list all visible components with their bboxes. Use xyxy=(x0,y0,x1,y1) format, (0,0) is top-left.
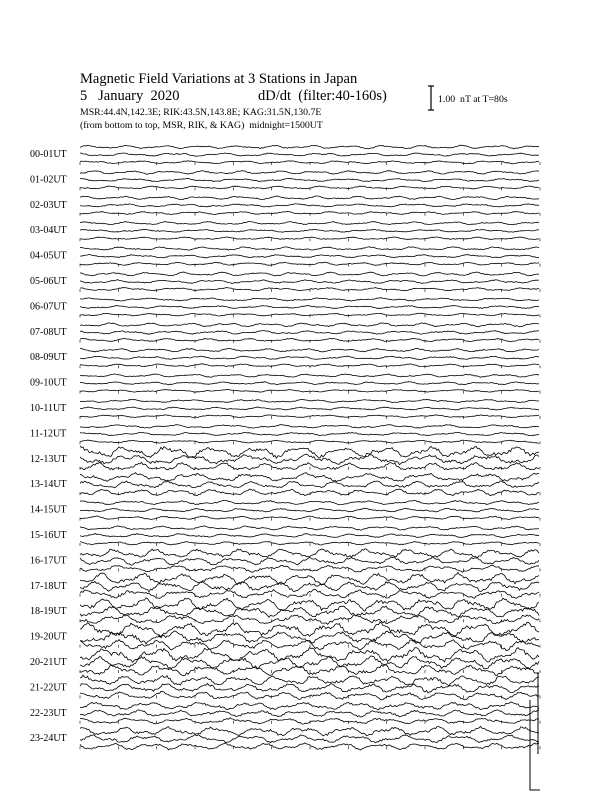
trace-rik xyxy=(80,454,539,465)
trace-rik xyxy=(80,382,539,385)
trace-rik xyxy=(80,356,539,359)
trace-msr xyxy=(80,565,539,572)
trace-rik xyxy=(80,481,539,488)
row-16-17ut xyxy=(30,549,540,573)
trace-msr xyxy=(80,718,539,724)
row-17-18ut xyxy=(30,573,540,599)
row-label: 22-23UT xyxy=(30,707,67,719)
row-03-04ut xyxy=(30,222,540,242)
row-21-22ut xyxy=(30,675,540,700)
row-label: 06-07UT xyxy=(30,301,67,313)
trace-rik xyxy=(80,557,539,565)
trace-kag xyxy=(80,425,539,429)
trace-rik xyxy=(80,683,539,692)
trace-msr xyxy=(80,440,539,443)
trace-msr xyxy=(80,589,539,598)
row-label: 14-15UT xyxy=(30,504,67,516)
trace-rik xyxy=(80,433,539,436)
row-label: 00-01UT xyxy=(30,149,67,160)
row-18-19ut xyxy=(30,598,540,624)
trace-msr xyxy=(80,211,539,214)
trace-rik xyxy=(80,178,539,181)
row-10-11ut xyxy=(30,399,540,419)
trace-msr xyxy=(80,615,539,624)
trace-kag xyxy=(80,675,539,686)
trace-rik xyxy=(80,204,539,207)
trace-kag xyxy=(80,323,539,327)
row-label: 12-13UT xyxy=(30,453,67,465)
row-label: 02-03UT xyxy=(30,199,67,211)
trace-msr xyxy=(80,743,539,750)
trace-msr xyxy=(80,262,539,265)
trace-kag xyxy=(80,145,539,149)
scale-bar-label: 1.00 nT at T=80s xyxy=(438,94,508,105)
chart-date: 5 January 2020 xyxy=(80,88,180,104)
row-09-10ut xyxy=(30,374,540,394)
trace-kag xyxy=(80,726,539,735)
stacking-order-note: (from bottom to top, MSR, RIK, & KAG) midnight=1500UT xyxy=(80,120,323,131)
row-19-20ut xyxy=(30,622,540,650)
trace-msr xyxy=(80,691,539,700)
row-01-02ut xyxy=(30,171,540,191)
row-06-07ut xyxy=(30,298,540,318)
trace-kag xyxy=(80,196,539,200)
trace-rik xyxy=(80,606,539,617)
trace-kag xyxy=(80,526,539,530)
row-label: 01-02UT xyxy=(30,174,67,186)
row-08-09ut xyxy=(30,348,540,368)
row-label: 13-14UT xyxy=(30,479,67,491)
trace-msr xyxy=(80,364,539,367)
trace-kag xyxy=(80,648,539,663)
row-label: 04-05UT xyxy=(30,250,67,262)
trace-rik xyxy=(80,407,539,410)
row-00-01ut xyxy=(30,145,540,165)
row-13-14ut xyxy=(30,473,540,496)
row-02-03ut xyxy=(30,196,540,216)
trace-rik xyxy=(80,735,539,743)
row-label: 23-24UT xyxy=(30,733,67,745)
row-label: 10-11UT xyxy=(30,403,67,414)
trace-kag xyxy=(80,399,539,402)
trace-rik xyxy=(80,153,539,156)
row-label: 18-19UT xyxy=(30,606,67,618)
trace-rik xyxy=(80,306,539,309)
row-15-16ut xyxy=(30,526,540,546)
row-label: 20-21UT xyxy=(30,657,67,668)
measure-label: dD/dt (filter:40-160s) xyxy=(258,88,387,104)
trace-kag xyxy=(80,500,539,504)
row-22-23ut xyxy=(30,702,540,724)
trace-rik xyxy=(80,710,539,717)
trace-msr xyxy=(80,389,539,392)
row-label: 07-08UT xyxy=(30,326,67,338)
trace-msr xyxy=(80,237,539,239)
trace-msr xyxy=(80,313,539,316)
station-coordinates: MSR:44.4N,142.3E; RIK:43.5N,143.8E; KAG:31.5N,130.7E xyxy=(80,107,322,118)
trace-msr xyxy=(80,338,539,341)
trace-kag xyxy=(80,247,539,250)
trace-rik xyxy=(80,280,539,284)
trace-msr xyxy=(80,516,539,520)
trace-rik xyxy=(80,534,539,538)
row-label: 16-17UT xyxy=(30,555,67,567)
row-11-12ut xyxy=(30,425,540,445)
trace-kag xyxy=(80,171,539,175)
row-label: 11-12UT xyxy=(30,428,67,440)
trace-msr xyxy=(80,462,539,469)
trace-rik xyxy=(80,331,539,335)
row-14-15ut xyxy=(30,500,540,520)
trace-kag xyxy=(80,374,539,377)
trace-kag xyxy=(80,549,539,558)
row-04-05ut xyxy=(30,247,540,267)
row-05-06ut xyxy=(30,272,540,292)
row-12-13ut xyxy=(30,446,540,470)
row-23-24ut xyxy=(30,726,540,750)
trace-msr xyxy=(80,288,539,291)
row-label: 19-20UT xyxy=(30,631,67,643)
trace-msr xyxy=(80,186,539,189)
trace-rik xyxy=(80,582,539,592)
row-label: 09-10UT xyxy=(30,377,67,389)
row-label: 17-18UT xyxy=(30,580,67,592)
row-20-21ut xyxy=(30,648,540,676)
row-label: 03-04UT xyxy=(30,225,67,237)
scale-bar xyxy=(428,86,434,110)
trace-msr xyxy=(80,665,539,676)
trace-rik xyxy=(80,255,539,258)
trace-rik xyxy=(80,229,539,232)
row-07-08ut xyxy=(30,323,540,343)
trace-kag xyxy=(80,222,539,225)
trace-kag xyxy=(80,348,539,352)
row-label: 05-06UT xyxy=(30,276,67,287)
trace-kag xyxy=(80,473,539,482)
row-label: 15-16UT xyxy=(30,530,67,541)
row-label: 08-09UT xyxy=(30,352,67,364)
trace-rik xyxy=(80,656,539,669)
trace-msr xyxy=(80,541,539,545)
row-label: 21-22UT xyxy=(30,682,67,694)
trace-msr xyxy=(80,415,539,418)
trace-kag xyxy=(80,298,539,301)
trace-msr xyxy=(80,161,539,164)
trace-msr xyxy=(80,489,539,496)
trace-rik xyxy=(80,508,539,512)
chart-title: Magnetic Field Variations at 3 Stations in Japan xyxy=(80,71,358,87)
trace-kag xyxy=(80,272,539,276)
trace-kag xyxy=(80,702,539,710)
trace-kag xyxy=(80,622,539,637)
